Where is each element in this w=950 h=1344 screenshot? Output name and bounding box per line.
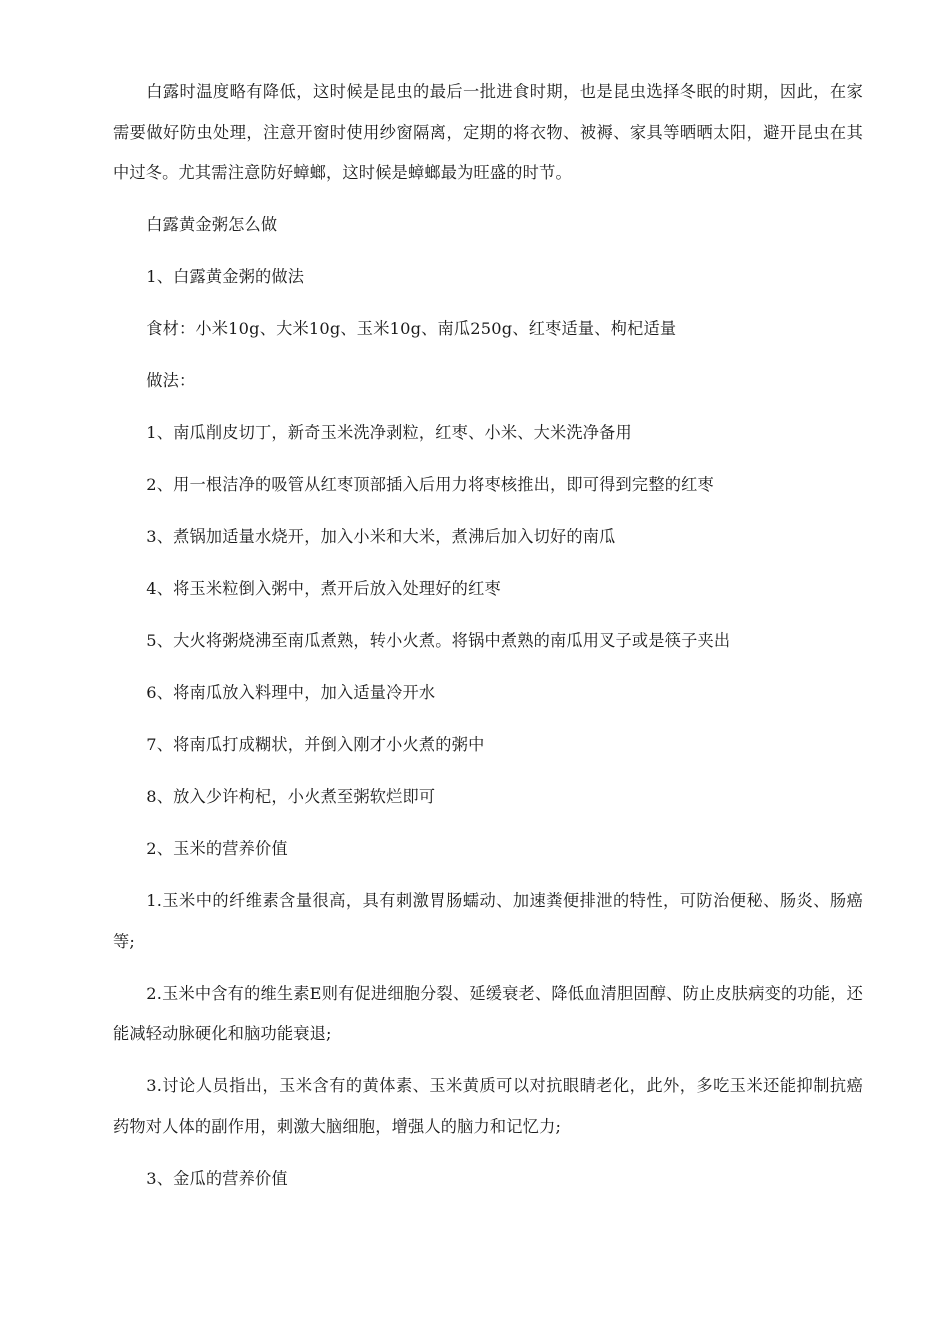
- corn-point: 3.讨论人员指出，玉米含有的黄体素、玉米黄质可以对抗眼睛老化，此外，多吃玉米还能抑制抗癌药物对人体的副作用，刺激大脑细胞，增强人的脑力和记忆力;: [113, 1076, 863, 1136]
- section-2-title: 2、玉米的营养价值: [146, 839, 288, 858]
- main-heading: 白露黄金粥怎么做: [146, 215, 278, 234]
- method-label: 做法：: [146, 371, 196, 390]
- step-item: 7、将南瓜打成糊状，并倒入刚才小火煮的粥中: [146, 735, 485, 754]
- step-item: 5、大火将粥烧沸至南瓜煮熟，转小火煮。将锅中煮熟的南瓜用叉子或是筷子夹出: [146, 631, 731, 650]
- step-item: 8、放入少许枸杞，小火煮至粥软烂即可: [146, 787, 436, 806]
- step-item: 3、煮锅加适量水烧开，加入小米和大米，煮沸后加入切好的南瓜: [146, 527, 616, 546]
- section-3-title: 3、金瓜的营养价值: [146, 1168, 288, 1188]
- step-item: 1、南瓜削皮切丁，新奇玉米洗净剥粒，红枣、小米、大米洗净备用: [146, 423, 632, 442]
- step-item: 2、用一根洁净的吸管从红枣顶部插入后用力将枣核推出，即可得到完整的红枣: [146, 475, 714, 494]
- section-1-title: 1、白露黄金粥的做法: [146, 267, 305, 286]
- corn-point: 1.玉米中的纤维素含量很高，具有刺激胃肠蠕动、加速粪便排泄的特性，可防治便秘、肠炎、肠癌等;: [113, 891, 863, 951]
- document-body: [113, 72, 863, 1211]
- corn-point: 2.玉米中含有的维生素E则有促进细胞分裂、延缓衰老、降低血清胆固醇、防止皮肤病变的功能，还能减轻动脉硬化和脑功能衰退;: [113, 983, 863, 1043]
- intro-paragraph: 白露时温度略有降低，这时候是昆虫的最后一批进食时期，也是昆虫选择冬眠的时期，因此，在家需要做好防虫处理，注意开窗时使用纱窗隔离，定期的将衣物、被褥、家具等晒晒太阳，避开昆虫在其中过冬。尤其需注意防好蟑螂，这时候是蟑螂最为旺盛的时节。: [113, 82, 863, 182]
- step-item: 6、将南瓜放入料理中，加入适量冷开水: [146, 683, 436, 702]
- step-item: 4、将玉米粒倒入粥中，煮开后放入处理好的红枣: [146, 579, 501, 598]
- ingredients-line: 食材：小米10g、大米10g、玉米10g、南瓜250g、红枣适量、枸杞适量: [146, 319, 677, 338]
